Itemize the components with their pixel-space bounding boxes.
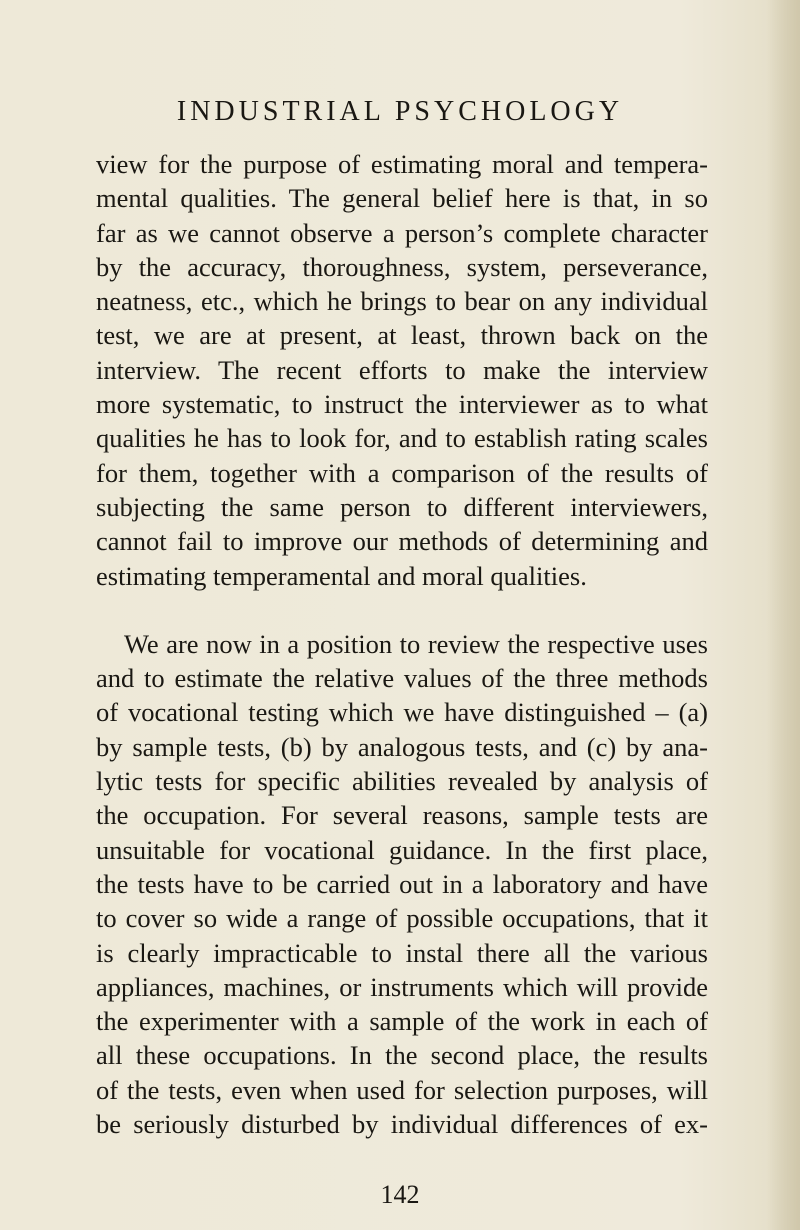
text-line: appliances, machines, or instruments which will provide [96, 971, 708, 1002]
text-line: by the accuracy, thoroughness, system, perseverance, [96, 251, 708, 282]
text-line: is clearly impracticable to instal there all the various [96, 937, 708, 968]
text-line: far as we cannot observe a person’s complete character [96, 217, 708, 248]
text-line: be seriously disturbed by individual differences of ex- [96, 1109, 708, 1140]
text-line: unsuitable for vocational guidance. In the first place, [96, 834, 708, 865]
paragraph-2 [96, 627, 708, 1141]
page-number: 142 [380, 1180, 420, 1209]
running-head: INDUSTRIAL PSYCHOLOGY [176, 96, 624, 127]
text-line: all these occupations. In the second place, the results [96, 1040, 708, 1071]
text-line: We are now in a position to review the respective uses [124, 628, 708, 659]
text-line: lytic tests for specific abilities revealed by analysis of [96, 766, 708, 797]
text-line: subjecting the same person to different interviewers, [96, 491, 708, 522]
text-line: the experimenter with a sample of the work in each of [96, 1006, 708, 1037]
paragraph-1 [96, 147, 708, 593]
text-line: to cover so wide a range of possible occupations, that it [96, 903, 708, 934]
text-line: view for the purpose of estimating moral and tempera- [96, 149, 708, 179]
text-line: test, we are at present, at least, thrown back on the [96, 320, 708, 351]
body-text [96, 147, 708, 1141]
text-line: by sample tests, (b) by analogous tests, and (c) by ana- [96, 731, 708, 762]
text-line: mental qualities. The general belief here is that, in so [96, 183, 708, 214]
text-line: estimating temperamental and moral qualities. [96, 560, 587, 591]
text-line: cannot fail to improve our methods of determining and [96, 526, 708, 557]
text-line: for them, together with a comparison of the results of [96, 457, 708, 488]
text-line: the occupation. For several reasons, sample tests are [96, 800, 708, 831]
text-line: and to estimate the relative values of the three methods [96, 663, 708, 694]
text-line: more systematic, to instruct the interviewer as to what [96, 389, 708, 420]
paragraph-gap [96, 593, 708, 627]
text-line: neatness, etc., which he brings to bear on any individual [96, 286, 708, 317]
text-line: qualities he has to look for, and to establish rating scales [96, 423, 708, 454]
text-line: of the tests, even when used for selection purposes, will [96, 1074, 708, 1105]
text-line: the tests have to be carried out in a laboratory and have [96, 868, 708, 899]
text-line: interview. The recent efforts to make the interview [96, 354, 708, 385]
text-line: of vocational testing which we have distinguished – (a) [96, 697, 708, 728]
page-edge-shadow [766, 0, 800, 1230]
